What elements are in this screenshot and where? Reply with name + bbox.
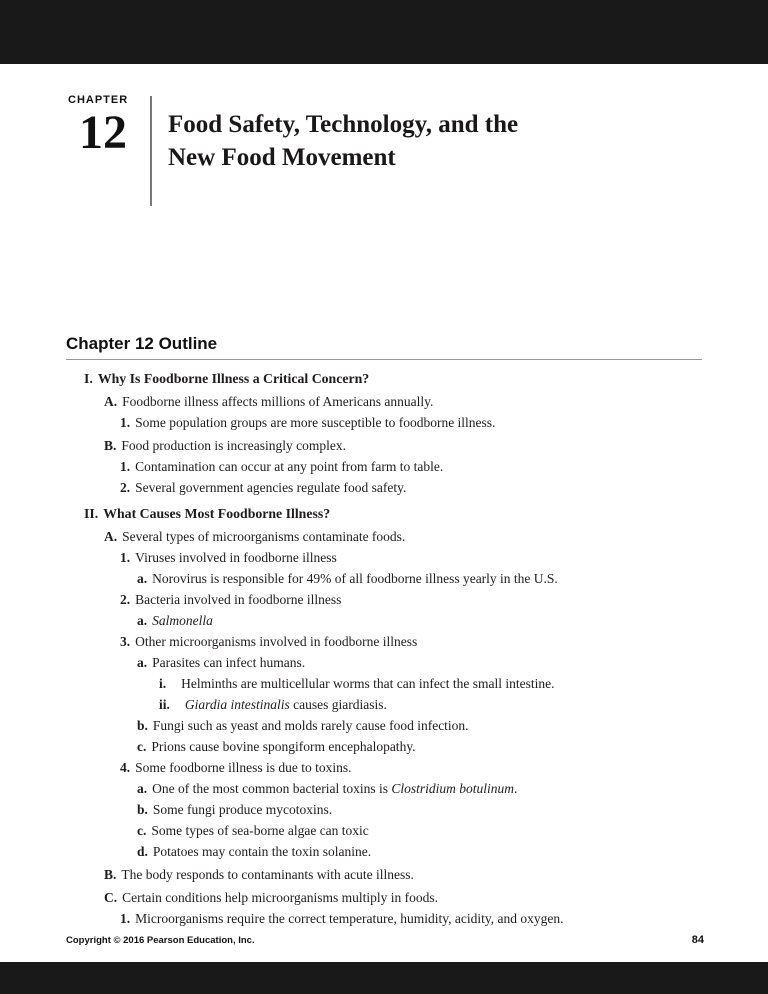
outline-text: Fungi such as yeast and molds rarely cause food infection. bbox=[152, 718, 469, 733]
outline-item bbox=[66, 416, 702, 430]
outline-text: Some types of sea-borne algae can toxic bbox=[151, 823, 369, 838]
outline-text: Some population groups are more susceptible to foodborne illness. bbox=[135, 415, 496, 430]
outline-marker: 1. bbox=[120, 550, 131, 565]
outline-marker: i. bbox=[159, 676, 167, 691]
outline-text: Giardia intestinalis causes giardiasis. bbox=[184, 697, 387, 712]
chapter-title-line-1: Food Safety, Technology, and the bbox=[168, 111, 519, 138]
outline-item bbox=[66, 698, 702, 712]
outline-marker: d. bbox=[137, 844, 148, 859]
outline-text: Why Is Foodborne Illness a Critical Concern? bbox=[97, 371, 370, 386]
outline-item bbox=[66, 868, 702, 882]
outline-marker: 3. bbox=[120, 634, 131, 649]
outline-text: Food production is increasingly complex. bbox=[121, 438, 346, 453]
outline-text: Potatoes may contain the toxin solanine. bbox=[152, 844, 372, 859]
outline-item bbox=[66, 572, 702, 586]
outline-marker: B. bbox=[104, 438, 117, 453]
chapter-number-block bbox=[66, 94, 140, 158]
outline-item bbox=[66, 460, 702, 474]
outline-marker: c. bbox=[137, 823, 147, 838]
outline-marker: 1. bbox=[120, 459, 131, 474]
chapter-label: CHAPTER bbox=[68, 94, 129, 106]
chapter-header bbox=[66, 94, 702, 206]
outline-text: Microorganisms require the correct temperature, humidity, acidity, and oxygen. bbox=[135, 911, 564, 926]
chapter-title bbox=[168, 108, 518, 174]
outline-item bbox=[66, 740, 702, 754]
outline-text: Other microorganisms involved in foodborne illness bbox=[135, 634, 418, 649]
outline-marker: 2. bbox=[120, 592, 131, 607]
outline-marker: 1. bbox=[120, 415, 131, 430]
outline-item bbox=[66, 635, 702, 649]
outline-text: Helminths are multicellular worms that can infect the small intestine. bbox=[181, 676, 555, 691]
outline-item bbox=[66, 551, 702, 565]
page-footer bbox=[66, 934, 704, 946]
outline-text: Foodborne illness affects millions of Americans annually. bbox=[122, 394, 434, 409]
outline-item bbox=[66, 677, 702, 691]
outline-heading: Chapter 12 Outline bbox=[66, 334, 702, 360]
outline-marker: 1. bbox=[120, 911, 131, 926]
outline-marker: b. bbox=[137, 802, 148, 817]
outline-list bbox=[66, 372, 702, 926]
outline-marker: b. bbox=[137, 718, 148, 733]
chapter-number: 12 bbox=[79, 106, 127, 159]
outline-item bbox=[66, 614, 702, 628]
page-number: 84 bbox=[691, 934, 704, 946]
outline-text: One of the most common bacterial toxins is Clostridium botulinum. bbox=[152, 781, 518, 796]
outline-item bbox=[66, 824, 702, 838]
chapter-title-line-2: New Food Movement bbox=[168, 144, 396, 171]
outline-text: Salmonella bbox=[152, 613, 213, 628]
outline-text: Certain conditions help microorganisms multiply in foods. bbox=[122, 890, 438, 905]
outline-marker: 2. bbox=[120, 480, 131, 495]
outline-item bbox=[66, 782, 702, 796]
outline-item bbox=[66, 912, 702, 926]
outline-marker: a. bbox=[137, 655, 148, 670]
outline-marker: 4. bbox=[120, 760, 131, 775]
outline-marker: A. bbox=[104, 394, 118, 409]
outline-text: Viruses involved in foodborne illness bbox=[135, 550, 337, 565]
outline-text: Prions cause bovine spongiform encephalopathy. bbox=[151, 739, 416, 754]
outline-item bbox=[66, 761, 702, 775]
outline-marker: a. bbox=[137, 571, 148, 586]
outline-marker: c. bbox=[137, 739, 147, 754]
outline-item bbox=[66, 803, 702, 817]
outline-text: Norovirus is responsible for 49% of all foodborne illness yearly in the U.S. bbox=[152, 571, 558, 586]
outline-text: The body responds to contaminants with acute illness. bbox=[121, 867, 414, 882]
outline-item bbox=[66, 439, 702, 453]
outline-marker: C. bbox=[104, 890, 118, 905]
outline-text: Bacteria involved in foodborne illness bbox=[135, 592, 342, 607]
outline-marker: II. bbox=[84, 506, 99, 521]
outline-text: Some fungi produce mycotoxins. bbox=[152, 802, 333, 817]
outline-text: Several types of microorganisms contaminate foods. bbox=[122, 529, 406, 544]
outline-item bbox=[66, 891, 702, 905]
vertical-divider bbox=[150, 96, 152, 206]
outline-item bbox=[66, 481, 702, 495]
outline-item bbox=[66, 395, 702, 409]
outline-text: Parasites can infect humans. bbox=[152, 655, 306, 670]
outline-item bbox=[66, 656, 702, 670]
copyright-text: Copyright © 2016 Pearson Education, Inc. bbox=[66, 935, 255, 946]
outline-marker: I. bbox=[84, 371, 93, 386]
outline-marker: a. bbox=[137, 781, 148, 796]
outline-text: Some foodborne illness is due to toxins. bbox=[135, 760, 352, 775]
outline-marker: a. bbox=[137, 613, 148, 628]
outline-item bbox=[66, 845, 702, 859]
outline-marker: ii. bbox=[159, 697, 170, 712]
document-page bbox=[0, 64, 768, 962]
outline-text: What Causes Most Foodborne Illness? bbox=[103, 506, 331, 521]
outline-text: Several government agencies regulate food safety. bbox=[135, 480, 407, 495]
outline-item bbox=[66, 372, 702, 386]
outline-text: Contamination can occur at any point from farm to table. bbox=[135, 459, 444, 474]
outline-item bbox=[66, 593, 702, 607]
outline-item bbox=[66, 507, 702, 521]
outline-item bbox=[66, 530, 702, 544]
outline-item bbox=[66, 719, 702, 733]
outline-marker: B. bbox=[104, 867, 117, 882]
outline-marker: A. bbox=[104, 529, 118, 544]
